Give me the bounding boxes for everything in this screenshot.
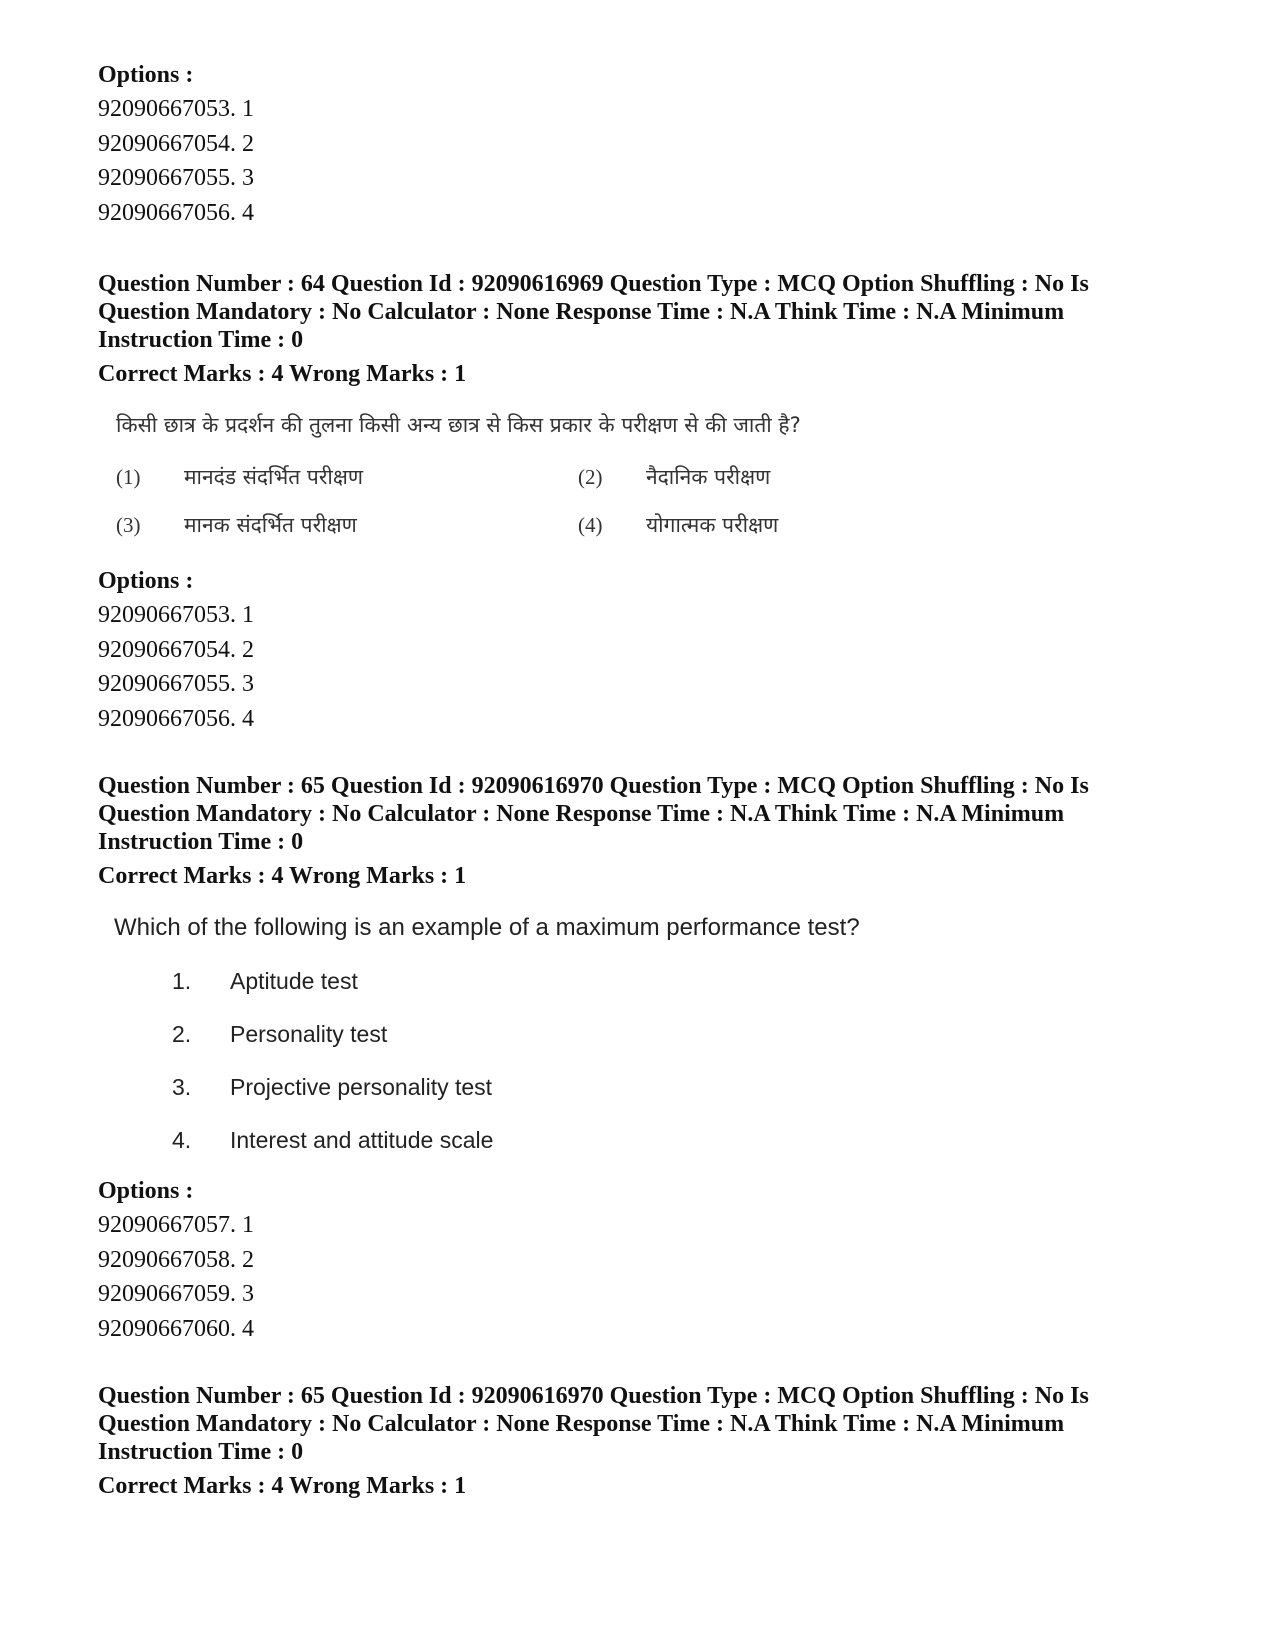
option-line: 92090667056. 4 (98, 705, 254, 732)
question-body (114, 912, 1198, 1156)
question-65-repeat (98, 1382, 1198, 1500)
question-header: Instruction Time : 0 (98, 327, 304, 353)
option-line: 92090667058. 2 (98, 1246, 254, 1273)
option-line: 92090667059. 3 (98, 1281, 254, 1307)
marks-line: Correct Marks : 4 Wrong Marks : 1 (98, 863, 467, 889)
answer-choice: (2) नैदानिक परीक्षण (578, 465, 771, 489)
options-label: Options : (98, 1178, 194, 1204)
question-header: Question Mandatory : No Calculator : None Response Time : N.A Think Time : N.A Minimum (98, 299, 1065, 325)
answer-choice: (4) योगात्मक परीक्षण (578, 513, 779, 537)
option-line: 92090667054. 2 (98, 636, 254, 663)
question-header: Instruction Time : 0 (98, 829, 304, 855)
option-line: 92090667053. 1 (98, 96, 254, 122)
option-line: 92090667055. 3 (98, 165, 254, 191)
answer-choice: 3. Projective personality test (172, 1074, 493, 1100)
answer-choice: 4. Interest and attitude scale (172, 1127, 494, 1153)
question-stem: Which of the following is an example of a maximum performance test? (114, 914, 860, 941)
question-header: Question Number : 65 Question Id : 92090616970 Question Type : MCQ Option Shuffling : No Is (98, 1383, 1089, 1409)
answer-choice: 2. Personality test (172, 1021, 388, 1047)
document-page (98, 58, 1198, 1500)
options-block-1 (98, 58, 1198, 230)
option-line: 92090667055. 3 (98, 671, 254, 697)
option-line: 92090667060. 4 (98, 1315, 254, 1342)
question-64 (98, 270, 1198, 736)
options-label: Options : (98, 62, 194, 88)
question-header: Instruction Time : 0 (98, 1439, 304, 1465)
option-line: 92090667054. 2 (98, 130, 254, 157)
answer-choice: (3) मानक संदर्भित परीक्षण (116, 513, 357, 537)
question-header: Question Number : 64 Question Id : 92090616969 Question Type : MCQ Option Shuffling : No Is (98, 271, 1089, 297)
question-stem: किसी छात्र के प्रदर्शन की तुलना किसी अन्य छात्र से किस प्रकार के परीक्षण से की जाती है? (116, 413, 801, 437)
marks-line: Correct Marks : 4 Wrong Marks : 1 (98, 361, 467, 387)
question-body (116, 410, 1198, 540)
question-header: Question Mandatory : No Calculator : None Response Time : N.A Think Time : N.A Minimum (98, 1411, 1065, 1437)
option-line: 92090667053. 1 (98, 602, 254, 628)
question-header: Question Number : 65 Question Id : 92090616970 Question Type : MCQ Option Shuffling : No Is (98, 773, 1089, 799)
answer-choice: 1. Aptitude test (172, 968, 358, 994)
question-65 (98, 772, 1198, 1346)
option-line: 92090667057. 1 (98, 1212, 254, 1238)
options-label: Options : (98, 568, 194, 594)
question-header: Question Mandatory : No Calculator : None Response Time : N.A Think Time : N.A Minimum (98, 801, 1065, 827)
answer-choice: (1) मानदंड संदर्भित परीक्षण (116, 465, 364, 489)
option-line: 92090667056. 4 (98, 199, 254, 226)
marks-line: Correct Marks : 4 Wrong Marks : 1 (98, 1473, 467, 1499)
